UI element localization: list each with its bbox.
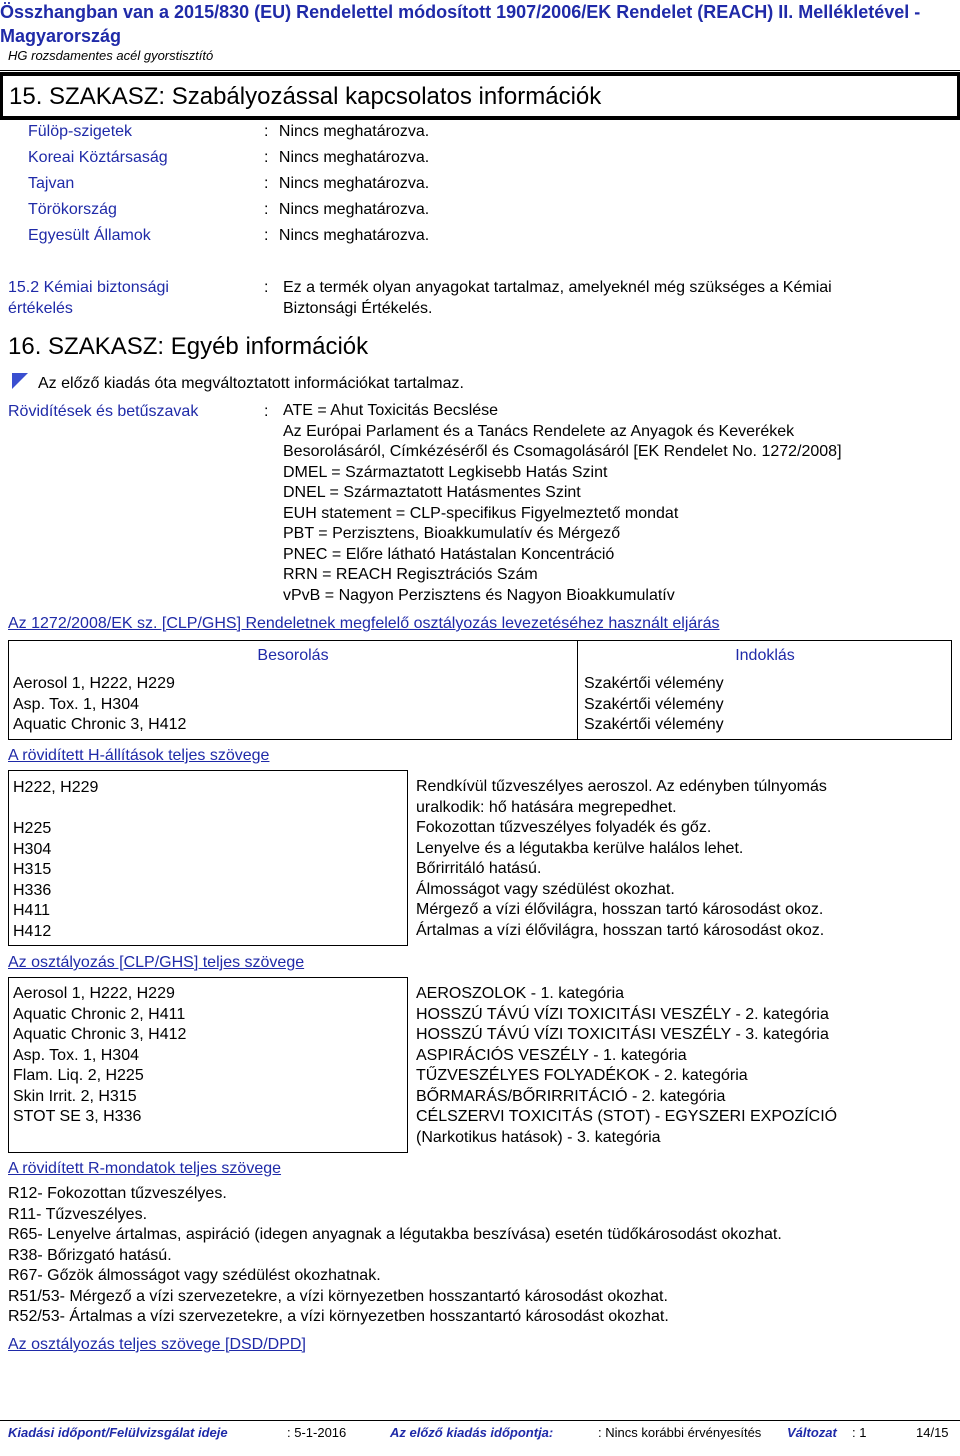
justification-item: Szakértői vélemény bbox=[584, 716, 724, 733]
classification-item: Aerosol 1, H222, H229 bbox=[13, 675, 175, 692]
country-row-philippines bbox=[28, 122, 132, 142]
country-value: Nincs meghatározva. bbox=[278, 227, 430, 244]
abbr-line: vPvB = Nagyon Perzisztens és Nagyon Bioakkumulatív bbox=[283, 586, 675, 604]
class-code: Asp. Tox. 1, H304 bbox=[13, 1046, 139, 1064]
change-marker-icon bbox=[12, 373, 28, 389]
abbr-line: DNEL = Származtatott Hatásmentes Szint bbox=[283, 484, 581, 501]
colon: : bbox=[264, 201, 273, 218]
abbr-list bbox=[283, 401, 953, 606]
class-text: ASPIRÁCIÓS VESZÉLY - 1. kategória bbox=[416, 1046, 687, 1064]
country-value: Nincs meghatározva. bbox=[278, 123, 430, 140]
r-phrase-list bbox=[8, 1184, 782, 1328]
h-text-list bbox=[416, 777, 827, 941]
csa-label-cont: értékelés bbox=[8, 300, 73, 317]
class-text: HOSSZÚ TÁVÚ VÍZI TOXICITÁSI VESZÉLY - 3. kategória bbox=[416, 1026, 829, 1043]
footer-issue-value: : 5-1-2016 bbox=[287, 1425, 347, 1440]
r-phrase: R12- Fokozottan tűzveszélyes. bbox=[8, 1185, 227, 1202]
classification-item: Asp. Tox. 1, H304 bbox=[13, 695, 139, 713]
h-statements-heading: A rövidített H-állítások teljes szövege bbox=[8, 747, 270, 764]
colon: : bbox=[264, 227, 273, 244]
h-code: H222, H229 bbox=[13, 779, 99, 796]
h-code: H411 bbox=[13, 902, 51, 919]
h-code-list bbox=[13, 778, 98, 942]
footer-page-number: 14/15 bbox=[916, 1425, 949, 1440]
r-phrases-heading: A rövidített R-mondatok teljes szövege bbox=[8, 1160, 282, 1177]
class-text-list bbox=[416, 984, 837, 1148]
country-value: Nincs meghatározva. bbox=[278, 201, 430, 218]
table-header-classification: Besorolás bbox=[257, 647, 329, 664]
country-value: Nincs meghatározva. bbox=[278, 149, 430, 166]
country-value: Nincs meghatározva. bbox=[278, 175, 430, 192]
h-codes-box bbox=[8, 770, 408, 946]
footer-version-label: Változat bbox=[787, 1425, 837, 1440]
abbr-line: ATE = Ahut Toxicitás Becslése bbox=[283, 402, 499, 419]
country-row-taiwan bbox=[28, 174, 74, 194]
abbr-line: DMEL = Származtatott Legkisebb Hatás Szint bbox=[283, 463, 608, 481]
abbr-line: EUH statement = CLP-specifikus Figyelmeztető mondat bbox=[283, 504, 679, 522]
abbr-line: PBT = Perzisztens, Bioakkumulatív és Mérgező bbox=[283, 525, 621, 542]
country-label: Fülöp-szigetek bbox=[28, 123, 133, 140]
country-label: Törökország bbox=[28, 201, 117, 218]
r-phrase: R65- Lenyelve ártalmas, aspiráció (idegen anyagnak a légutakba beszívása) esetén tüdőkárosodást okozhat. bbox=[8, 1226, 782, 1243]
table-header-justification: Indoklás bbox=[735, 647, 795, 664]
country-value-row bbox=[264, 200, 429, 220]
colon: : bbox=[264, 123, 273, 140]
country-row-korea bbox=[28, 148, 168, 168]
clp-procedure-heading: Az 1272/2008/EK sz. [CLP/GHS] Rendeletnek megfelelő osztályozás levezetéséhez használt eljárás bbox=[8, 615, 720, 632]
class-code: Aquatic Chronic 2, H411 bbox=[13, 1005, 186, 1023]
r-phrase: R38- Bőrizgató hatású. bbox=[8, 1246, 172, 1264]
class-text: HOSSZÚ TÁVÚ VÍZI TOXICITÁSI VESZÉLY - 2. kategória bbox=[416, 1005, 829, 1023]
h-text: Mérgező a vízi élővilágra, hosszan tartó károsodást okoz. bbox=[416, 901, 824, 918]
r-phrase: R52/53- Ártalmas a vízi szervezetekre, a vízi környezetben hosszantartó károsodást okozhat. bbox=[8, 1308, 669, 1325]
footer-prev-value: : Nincs korábbi érvényesítés bbox=[598, 1425, 762, 1440]
h-text: Lenyelve és a légutakba kerülve halálos lehet. bbox=[416, 839, 744, 857]
abbr-line: RRN = REACH Regisztrációs Szám bbox=[283, 566, 538, 583]
justification-item: Szakértői vélemény bbox=[584, 695, 724, 713]
abbr-line: PNEC = Előre látható Hatástalan Koncentráció bbox=[283, 545, 615, 563]
country-row-usa bbox=[28, 226, 151, 246]
class-code: Flam. Liq. 2, H225 bbox=[13, 1067, 144, 1084]
footer-prev-label: Az előző kiadás időpontja: bbox=[390, 1425, 554, 1440]
class-code-list bbox=[13, 984, 186, 1128]
h-text: Ártalmas a vízi élővilágra, hosszan tartó károsodást okoz. bbox=[416, 921, 825, 939]
classification-item: Aquatic Chronic 3, H412 bbox=[13, 716, 187, 733]
h-code: H315 bbox=[13, 861, 52, 878]
class-code: STOT SE 3, H336 bbox=[13, 1108, 142, 1125]
class-text: CÉLSZERVI TOXICITÁS (STOT) - EGYSZERI EXPOZÍCIÓ bbox=[416, 1108, 838, 1125]
country-value-row bbox=[264, 122, 429, 142]
colon: : bbox=[264, 279, 269, 296]
r-phrase: R51/53- Mérgező a vízi szervezetekre, a vízi környezetben hosszantartó károsodást okozhat. bbox=[8, 1287, 668, 1305]
class-code: Aquatic Chronic 3, H412 bbox=[13, 1026, 187, 1043]
section15-title-box bbox=[0, 72, 960, 120]
country-value-row bbox=[264, 148, 429, 168]
country-label: Koreai Köztársaság bbox=[28, 149, 168, 166]
csa-label: 15.2 Kémiai biztonsági bbox=[8, 279, 169, 296]
h-text: Fokozottan tűzveszélyes folyadék és gőz. bbox=[416, 819, 712, 836]
r-phrase: R67- Gőzök álmosságot vagy szédülést okozhatnak. bbox=[8, 1267, 381, 1284]
abbr-line: Az Európai Parlament és a Tanács Rendelete az Anyagok és Keverékek bbox=[283, 422, 795, 440]
colon: : bbox=[264, 149, 273, 166]
h-text: Bőrirritáló hatású. bbox=[416, 860, 542, 877]
country-label: Tajvan bbox=[28, 175, 75, 192]
h-code: H304 bbox=[13, 840, 52, 858]
h-code-spacer bbox=[13, 799, 98, 820]
r-phrase: R11- Tűzveszélyes. bbox=[8, 1205, 148, 1223]
h-code: H336 bbox=[13, 881, 52, 899]
header-divider bbox=[0, 70, 960, 71]
country-value-row bbox=[264, 174, 429, 194]
section15-title: 15. SZAKASZ: Szabályozással kapcsolatos információk bbox=[9, 83, 602, 110]
colon: : bbox=[264, 403, 269, 420]
justification-item: Szakértői vélemény bbox=[584, 675, 724, 692]
h-text: Rendkívül tűzveszélyes aeroszol. Az edényben túlnyomás bbox=[416, 778, 827, 795]
colon: : bbox=[264, 175, 273, 192]
class-text: (Narkotikus hatások) - 3. kategória bbox=[416, 1128, 661, 1146]
class-text: BŐRMARÁS/BŐRIRRITÁCIÓ - 2. kategória bbox=[416, 1087, 726, 1105]
product-name: HG rozsdamentes acél gyorstisztító bbox=[8, 48, 214, 63]
h-text: uralkodik: hő hatására megrepedhet. bbox=[416, 798, 677, 816]
abbr-label: Rövidítések és betűszavak bbox=[8, 403, 199, 420]
classification-text-heading: Az osztályozás [CLP/GHS] teljes szövege bbox=[8, 954, 305, 971]
class-code: Skin Irrit. 2, H315 bbox=[13, 1087, 137, 1105]
csa-value: Ez a termék olyan anyagokat tartalmaz, amelyeknél még szükséges a Kémiai bbox=[283, 279, 832, 296]
footer-divider bbox=[0, 1420, 960, 1421]
country-row-turkey bbox=[28, 200, 117, 220]
footer-issue-label: Kiadási időpont/Felülvizsgálat ideje bbox=[8, 1425, 228, 1440]
class-text: TŰZVESZÉLYES FOLYADÉKOK - 2. kategória bbox=[416, 1067, 748, 1084]
h-text: Álmosságot vagy szédülést okozhat. bbox=[416, 880, 675, 898]
country-value-row bbox=[264, 226, 429, 246]
section16-title: 16. SZAKASZ: Egyéb információk bbox=[8, 333, 369, 360]
csa-value-cont: Biztonsági Értékelés. bbox=[283, 300, 433, 317]
country-label: Egyesült Államok bbox=[28, 227, 151, 244]
class-codes-box bbox=[8, 977, 408, 1153]
clp-classification-table bbox=[8, 640, 952, 740]
abbr-line: Besorolásáról, Címkézéséről és Csomagolásáról [EK Rendelet No. 1272/2008] bbox=[283, 443, 842, 460]
document-title: Összhangban van a 2015/830 (EU) Rendelettel módosított 1907/2006/EK Rendelet (REACH) II. Mellékletével - Magyarország bbox=[0, 2, 921, 46]
changed-note: Az előző kiadás óta megváltoztatott információkat tartalmaz. bbox=[38, 375, 464, 392]
h-code: H412 bbox=[13, 922, 52, 940]
classification-list bbox=[13, 674, 186, 736]
h-code: H225 bbox=[13, 820, 52, 837]
justification-list bbox=[584, 674, 724, 736]
class-text: AEROSZOLOK - 1. kategória bbox=[416, 985, 625, 1002]
footer-version-value: : 1 bbox=[852, 1425, 867, 1440]
dsd-classification-heading: Az osztályozás teljes szövege [DSD/DPD] bbox=[8, 1336, 306, 1353]
class-code: Aerosol 1, H222, H229 bbox=[13, 985, 175, 1002]
